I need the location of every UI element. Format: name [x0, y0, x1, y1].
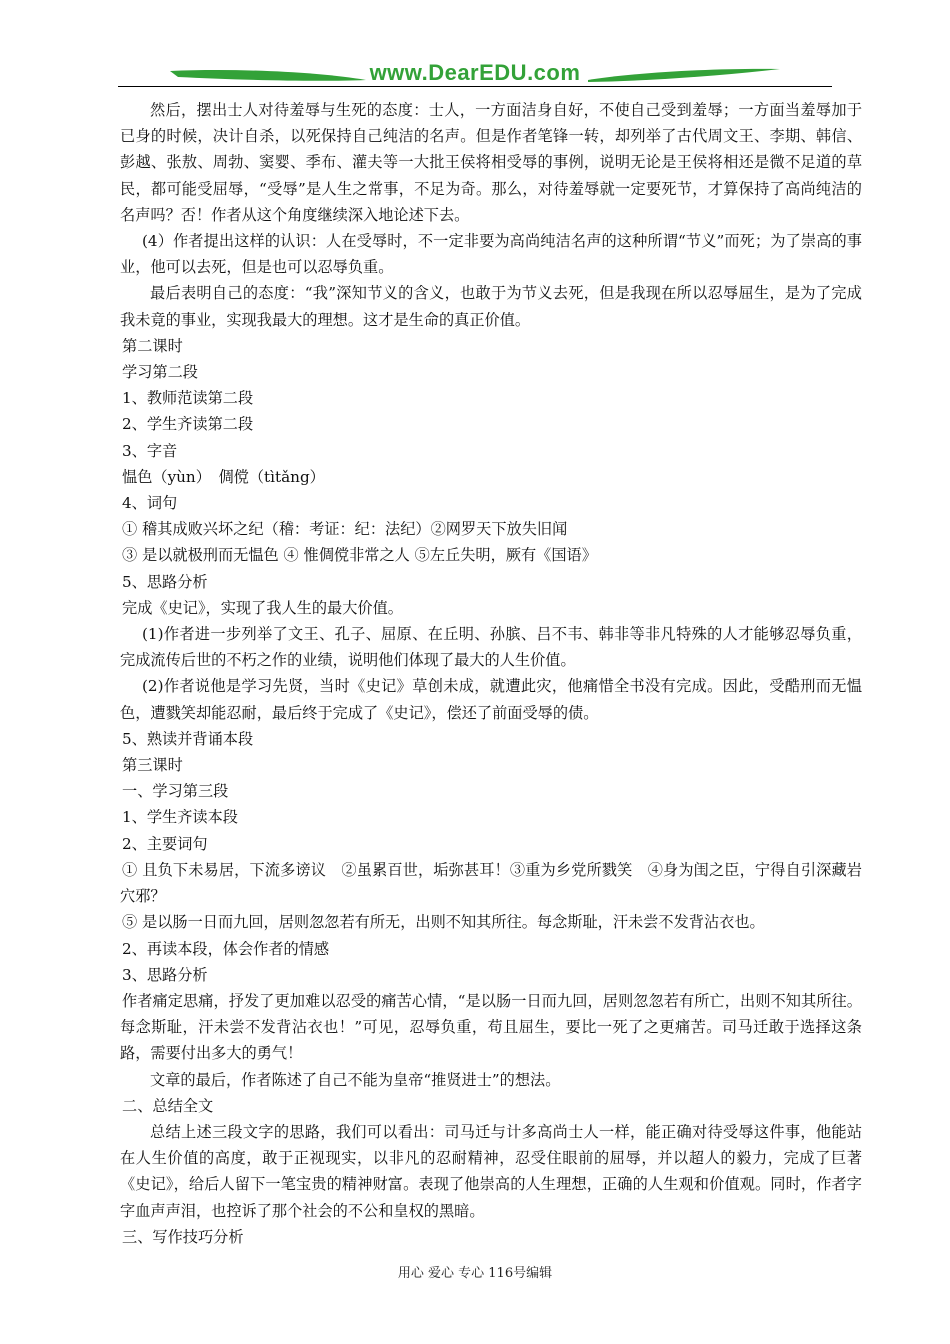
- document-body: [120, 97, 862, 1250]
- paragraph: 完成《史记》，实现了我人生的最大价值。: [122, 598, 403, 617]
- paragraph: (1)作者进一步列举了文王、孔子、屈原、在丘明、孙膑、吕不韦、韩非等非凡特殊的人才能够忍辱负重，完成流传后世的不朽之作的业绩，说明他们体现了最大的人生价值。: [120, 625, 862, 670]
- pronunciation-line: 愠色（yùn） 倜傥（tìtǎng）: [122, 467, 325, 486]
- list-item: 2、学生齐读第二段: [122, 415, 254, 434]
- list-item: 学习第二段: [122, 363, 198, 382]
- list-item: ① 稽其成败兴坏之纪（稽：考证：纪：法纪）②网罗天下放失旧闻: [122, 520, 568, 539]
- paragraph: 文章的最后，作者陈述了自己不能为皇帝“推贤进士”的想法。: [150, 1070, 561, 1089]
- list-item: 1、教师范读第二段: [122, 389, 254, 408]
- site-header: [118, 58, 832, 94]
- site-name[interactable]: www.DearEDU.com: [369, 60, 581, 85]
- list-item: ① 且负下未易居，下流多谤议 ②虽累百世，垢弥甚耳！③重为乡党所戮笑 ④身为闺之臣，宁得自引深藏岩穴邪？: [120, 860, 862, 906]
- paragraph: 最后表明自己的态度：“我”深知节义的含义，也敢于为节义去死，但是我现在所以忍辱屈生，是为了完成我未竟的事业，实现我最大的理想。这才是生命的真正价值。: [120, 284, 862, 329]
- section-heading: 第三课时: [122, 756, 183, 775]
- list-item: 3、思路分析: [122, 965, 208, 984]
- list-item: ③ 是以就极刑而无愠色 ④ 惟倜傥非常之人 ⑤左丘失明，厥有《国语》: [122, 546, 597, 565]
- list-item: 一、学习第三段: [122, 782, 229, 801]
- section-heading: 第二课时: [122, 336, 183, 355]
- page-footer: 用心 爱心 专心 116号编辑: [397, 1266, 553, 1281]
- list-item: 3、字音: [122, 441, 178, 460]
- list-item: 5、熟读并背诵本段: [122, 729, 254, 748]
- list-item: 5、思路分析: [122, 572, 208, 591]
- list-item: 4、词句: [122, 494, 178, 513]
- section-heading: 三、写作技巧分析: [122, 1227, 244, 1246]
- list-item: ⑤ 是以肠一日而九回，居则忽忽若有所无，出则不知其所往。每念斯耻，汗未尝不发背沾衣也。: [122, 913, 765, 932]
- paragraph: 然后，摆出士人对待羞辱与生死的态度：士人，一方面洁身自好，不使自己受到羞辱；一方面当羞辱加于已身的时候，决计自杀，以死保持自己纯洁的名声。但是作者笔锋一转，却列举了古代周文王、李期、韩信、彭越、张敖、周勃、窦婴、季布、灌夫等一大批王侯将相受辱的事例，说明无论是王侯将相还是微不足道的草民，都可能受屈辱，“受辱”是人生之常事，不足为奇。那么，对待羞辱就一定要死节，才算保持了高尚纯洁的名声吗？否！作者从这个角度继续深入地论述下去。: [120, 101, 862, 224]
- paragraph: (4）作者提出这样的认识：人在受辱时，不一定非要为高尚纯洁名声的这种所谓“节义”而死；为了崇高的事业，他可以去死，但是也可以忍辱负重。: [120, 232, 862, 277]
- header-divider: [118, 86, 832, 87]
- section-heading: 二、总结全文: [122, 1096, 214, 1115]
- list-item: 2、再读本段，体会作者的情感: [122, 939, 330, 958]
- paragraph: (2)作者说他是学习先贤，当时《史记》草创未成，就遭此灾，他痛惜全书没有完成。因此，受酷刑而无愠色，遭戮笑却能忍耐，最后终于完成了《史记》，偿还了前面受辱的债。: [120, 677, 862, 722]
- list-item: 1、学生齐读本段: [122, 808, 238, 827]
- paragraph: 总结上述三段文字的思路，我们可以看出：司马迁与计多高尚士人一样，能正确对待受辱这件事，他能站在人生价值的高度，敢于正视现实，以非凡的忍耐精神，忍受住眼前的屈辱，并以超人的毅力，完成了巨著《史记》，给后人留下一笔宝贵的精神财富。表现了他崇高的人生理想，正确的人生观和价值观。同时，作者字字血声声泪，也控诉了那个社会的不公和皇权的黑暗。: [120, 1122, 862, 1220]
- paragraph: 作者痛定思痛，抒发了更加难以忍受的痛苦心情，“是以肠一日而九回，居则忽忽若有所亡，出则不知其所往。每念斯耻，汗未尝不发背沾衣也！”可见，忍辱负重，苟且屈生，要比一死了之更痛苦。司马迁敢于选择这条路，需要付出多大的勇气！: [120, 991, 862, 1063]
- list-item: 2、主要词句: [122, 834, 208, 853]
